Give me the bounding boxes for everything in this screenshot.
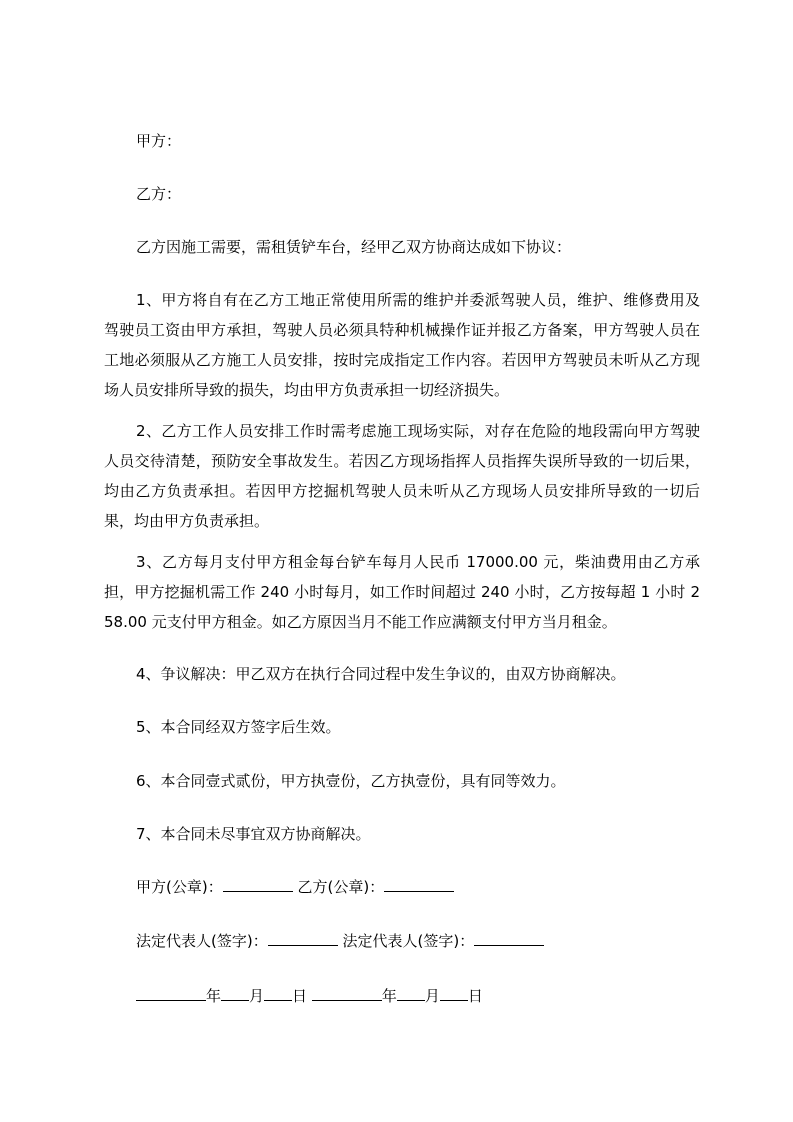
clause-5: 5、本合同经双方签字后生效。 (136, 718, 341, 736)
year-b-label: 年 (381, 987, 397, 1005)
rep-a-label: 法定代表人(签字)： (136, 932, 268, 950)
intro-text: 乙方因施工需要，需租赁铲车台，经甲乙双方协商达成如下协议： (136, 238, 572, 256)
party-b-label: 乙方： (136, 185, 182, 203)
clause-6: 6、本合同壹式贰份，甲方执壹份，乙方执壹份，具有同等效力。 (136, 772, 566, 790)
seal-b-blank[interactable] (384, 877, 454, 892)
date-line (136, 986, 483, 1006)
party-a-label: 甲方： (136, 132, 182, 150)
year-a-label: 年 (206, 987, 222, 1005)
day-b-blank[interactable] (440, 986, 468, 1001)
clause-7: 7、本合同未尽事宜双方协商解决。 (136, 825, 371, 843)
clause-1: 1、甲方将自有在乙方工地正常使用所需的维护并委派驾驶人员，维护、维修费用及驾驶员工资由甲方承担，驾驶人员必须具特种机械操作证并报乙方备案，甲方驾驶人员在工地必须服从乙方施工人员安排，按时完成指定工作内容。若因甲方驾驶员未听从乙方现场人员安排所导致的损失，均由甲方负责承担一切经济损失。 (104, 291, 700, 399)
seal-b-label: 乙方(公章)： (297, 878, 385, 896)
rep-b-blank[interactable] (474, 931, 544, 946)
clause-3: 3、乙方每月支付甲方租金每台铲车每月人民币 17000.00 元，柴油费用由乙方承担，甲方挖掘机需工作 240 小时每月，如工作时间超过 240 小时，乙方按每超 1 小时 258.00 元支付甲方租金。如乙方原因当月不能工作应满额支付甲方当月租金。 (104, 553, 700, 631)
clause-4: 4、争议解决：甲乙双方在执行合同过程中发生争议的，由双方协商解决。 (136, 665, 626, 683)
seal-a-blank[interactable] (223, 877, 293, 892)
month-a-blank[interactable] (221, 986, 249, 1001)
day-b-label: 日 (467, 987, 483, 1005)
day-a-label: 日 (292, 987, 308, 1005)
month-a-label: 月 (249, 987, 265, 1005)
seal-line (136, 877, 454, 897)
rep-a-blank[interactable] (268, 931, 338, 946)
representative-line (136, 931, 544, 951)
seal-a-label: 甲方(公章)： (136, 878, 223, 896)
rep-b-label: 法定代表人(签字)： (342, 932, 475, 950)
day-a-blank[interactable] (264, 986, 292, 1001)
month-b-label: 月 (424, 987, 440, 1005)
clause-2: 2、乙方工作人员安排工作时需考虑施工现场实际，对存在危险的地段需向甲方驾驶人员交待清楚，预防安全事故发生。若因乙方现场指挥人员指挥失误所导致的一切后果，均由乙方负责承担。若因甲方挖掘机驾驶人员未听从乙方现场人员安排所导致的一切后果，均由甲方负责承担。 (104, 422, 700, 530)
year-b-blank[interactable] (312, 986, 382, 1001)
month-b-blank[interactable] (397, 986, 425, 1001)
year-a-blank[interactable] (136, 986, 206, 1001)
